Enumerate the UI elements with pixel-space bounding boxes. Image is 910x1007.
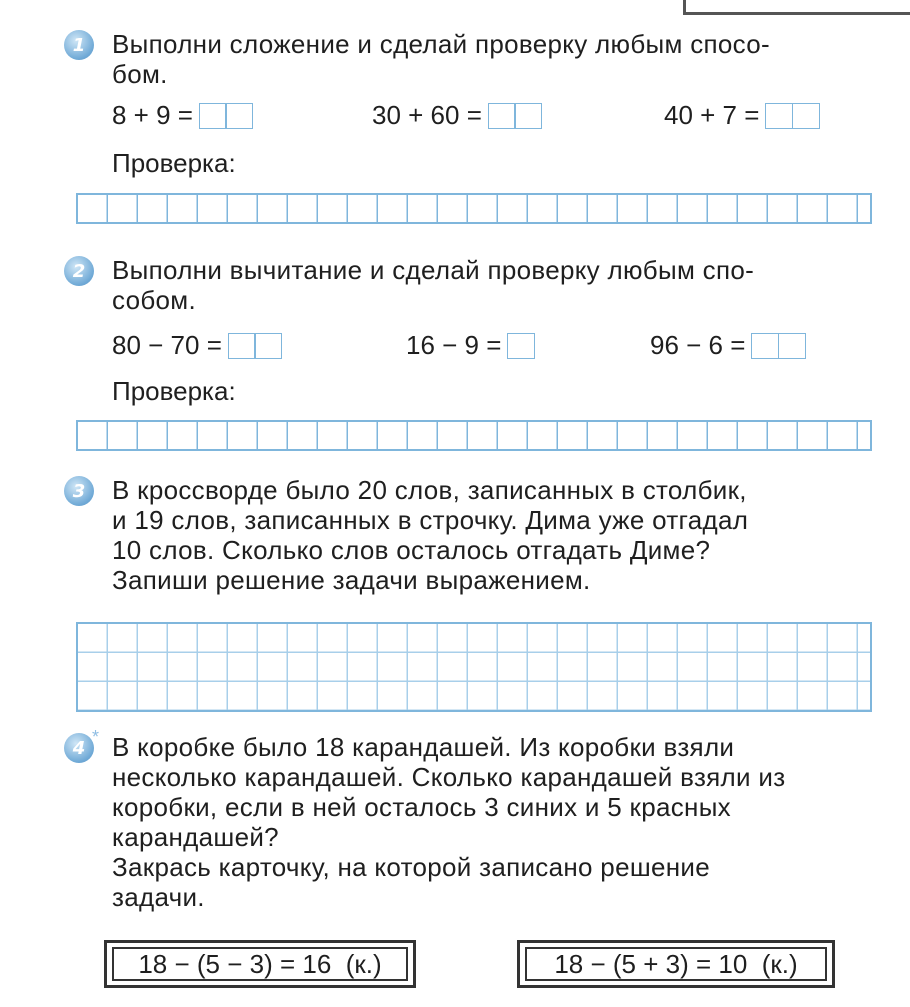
- answer-card-1[interactable]: [104, 940, 416, 988]
- task-text: [112, 475, 874, 595]
- task-number-badge: [64, 256, 94, 286]
- equation: [112, 330, 282, 361]
- text-line: Закрась карточку, на которой записано решение: [112, 852, 710, 882]
- equation-expression: 30 + 60 =: [372, 100, 482, 130]
- text-line: карандашей?: [112, 822, 279, 852]
- corner-frame: [683, 0, 910, 15]
- check-label: Проверка:: [112, 376, 236, 406]
- answer-cells[interactable]: [488, 103, 543, 129]
- answer-grid[interactable]: [76, 622, 872, 712]
- equation-expression: 96 − 6 =: [650, 330, 746, 360]
- answer-strip[interactable]: [76, 420, 872, 451]
- text-line: несколько карандашей. Сколько карандашей взяли из: [112, 762, 786, 792]
- text-line: коробки, если в ней осталось 3 синих и 5 красных: [112, 792, 731, 822]
- equation: [650, 330, 806, 361]
- equation-expression: 8 + 9 =: [112, 100, 193, 130]
- equation: [664, 100, 820, 131]
- text-line: Выполни вычитание и сделай проверку любым спо-: [112, 255, 755, 285]
- equation: [406, 330, 535, 361]
- equation: [372, 100, 542, 131]
- task-number: 4: [72, 737, 86, 759]
- task-number: 1: [72, 34, 86, 56]
- equation-expression: 40 + 7 =: [664, 100, 760, 130]
- answer-cells[interactable]: [507, 333, 535, 359]
- text-line: бом.: [112, 59, 168, 89]
- text-line: и 19 слов, записанных в строчку. Дима уже отгадал: [112, 505, 749, 535]
- answer-cells[interactable]: [765, 103, 820, 129]
- task-text: [112, 255, 874, 315]
- check-label: Проверка:: [112, 148, 236, 178]
- task-number: 3: [72, 480, 86, 502]
- text-line: Запиши решение задачи выражением.: [112, 565, 591, 595]
- equation: [112, 100, 253, 131]
- card-expression: 18 − (5 − 3) = 16 (к.): [112, 947, 408, 981]
- star-mark: *: [92, 727, 100, 747]
- task-number-badge: [64, 30, 94, 60]
- answer-card-2[interactable]: [517, 940, 835, 988]
- task-number-badge: [64, 733, 94, 763]
- task-text: [112, 732, 874, 912]
- answer-cells[interactable]: [228, 333, 283, 359]
- text-line: В коробке было 18 карандашей. Из коробки взяли: [112, 732, 735, 762]
- text-line: В кроссворде было 20 слов, записанных в столбик,: [112, 475, 747, 505]
- answer-cells[interactable]: [751, 333, 806, 359]
- task-number-badge: [64, 476, 94, 506]
- text-line: 10 слов. Сколько слов осталось отгадать Диме?: [112, 535, 711, 565]
- answer-cells[interactable]: [199, 103, 254, 129]
- text-line: задачи.: [112, 882, 205, 912]
- answer-strip[interactable]: [76, 193, 872, 224]
- text-line: собом.: [112, 285, 197, 315]
- task-number: 2: [72, 260, 86, 282]
- text-line: Выполни сложение и сделай проверку любым спосо-: [112, 29, 770, 59]
- equation-expression: 80 − 70 =: [112, 330, 222, 360]
- equation-expression: 16 − 9 =: [406, 330, 502, 360]
- task-text: [112, 29, 874, 89]
- card-expression: 18 − (5 + 3) = 10 (к.): [525, 947, 827, 981]
